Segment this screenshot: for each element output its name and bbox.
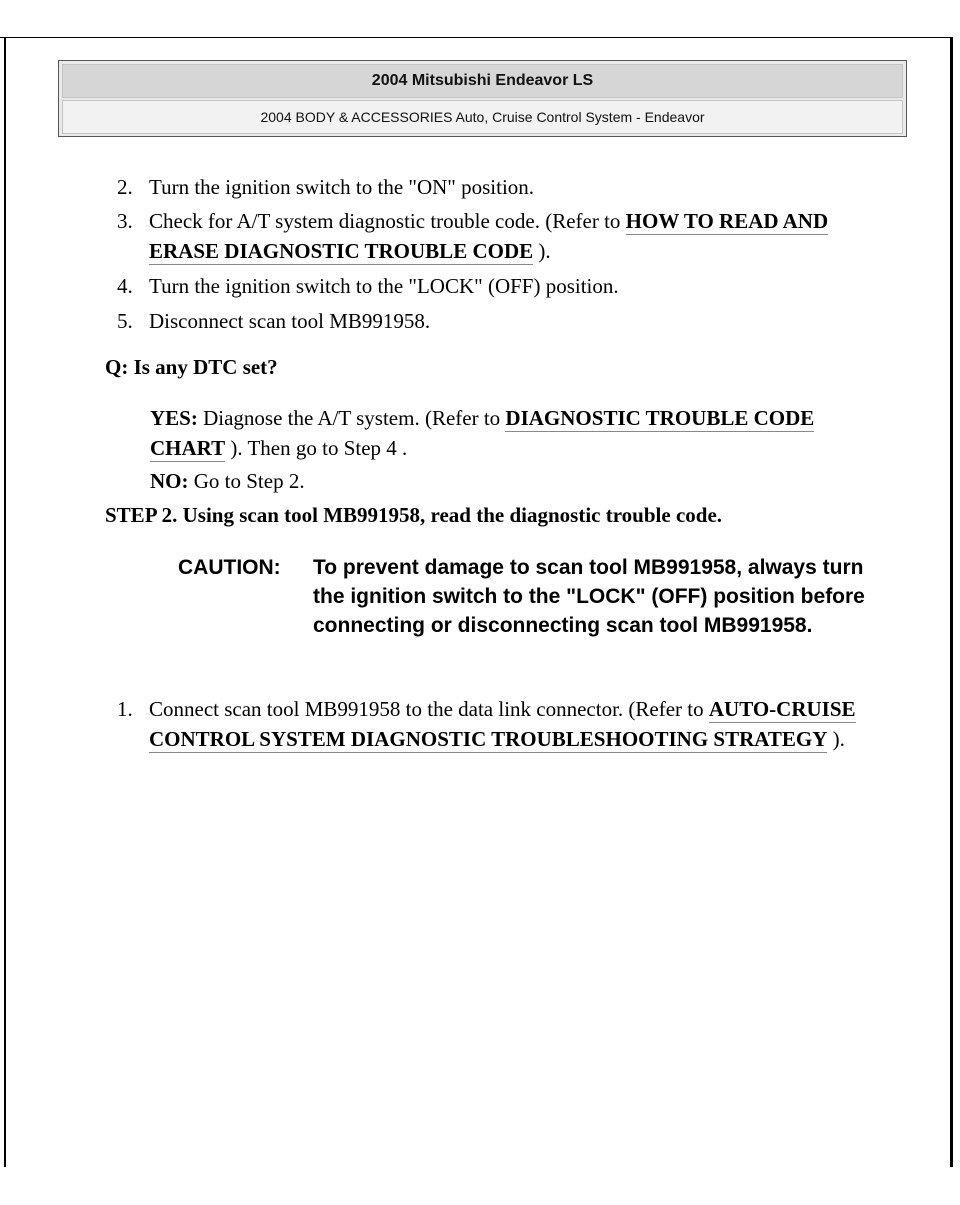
page-frame-left [4,37,6,1167]
step-heading: STEP 2. Using scan tool MB991958, read the diagnostic trouble code. [105,503,723,527]
step-number: 1. [117,697,133,721]
question-text: Q: Is any DTC set? [105,355,278,379]
step-text [149,206,889,266]
header-subtitle: 2004 BODY & ACCESSORIES Auto, Cruise Control System - Endeavor [62,100,903,134]
step-number: 5. [117,309,133,333]
answer-no [150,466,890,496]
step-number: 4. [117,274,133,298]
yes-text-before: Diagnose the A/T system. (Refer to [197,406,506,430]
step-number: 3. [117,209,133,233]
step-text-before: Check for A/T system diagnostic trouble code. (Refer to [149,209,626,233]
page-frame-top [0,37,953,38]
step-number: 2. [117,175,133,199]
auto-cruise-troubleshooting-link[interactable]: AUTO-CRUISE CONTROL SYSTEM DIAGNOSTIC TROUBLESHOOTING STRATEGY [149,697,856,751]
step-text-after: ). [827,727,845,751]
step-text: Turn the ignition switch to the "LOCK" (OFF) position. [149,274,619,298]
no-text: Go to Step 2. [188,469,305,493]
header-title: 2004 Mitsubishi Endeavor LS [62,64,903,98]
step-text-before: Connect scan tool MB991958 to the data link connector. (Refer to [149,697,709,721]
yes-text-after: ). Then go to Step 4 . [225,436,408,460]
yes-label: YES: [150,406,198,430]
caution-text: To prevent damage to scan tool MB991958, always turn the ignition switch to the "LOCK" (OFF) position before connecting or disconnecting scan tool MB991958. [313,556,865,637]
page-frame-right [950,37,953,1167]
step-text: Disconnect scan tool MB991958. [149,309,431,333]
step-text [149,694,889,754]
answer-yes [150,403,890,463]
step-text-after: ). [533,239,551,263]
document-header [58,60,907,137]
no-label: NO: [150,469,189,493]
caution-label: CAUTION: [178,556,281,579]
step-text: Turn the ignition switch to the "ON" position. [149,175,535,199]
dtc-chart-link[interactable]: DIAGNOSTIC TROUBLE CODE CHART [150,406,815,460]
how-to-read-erase-dtc-link[interactable]: HOW TO READ AND ERASE DIAGNOSTIC TROUBLE CODE [149,209,829,263]
